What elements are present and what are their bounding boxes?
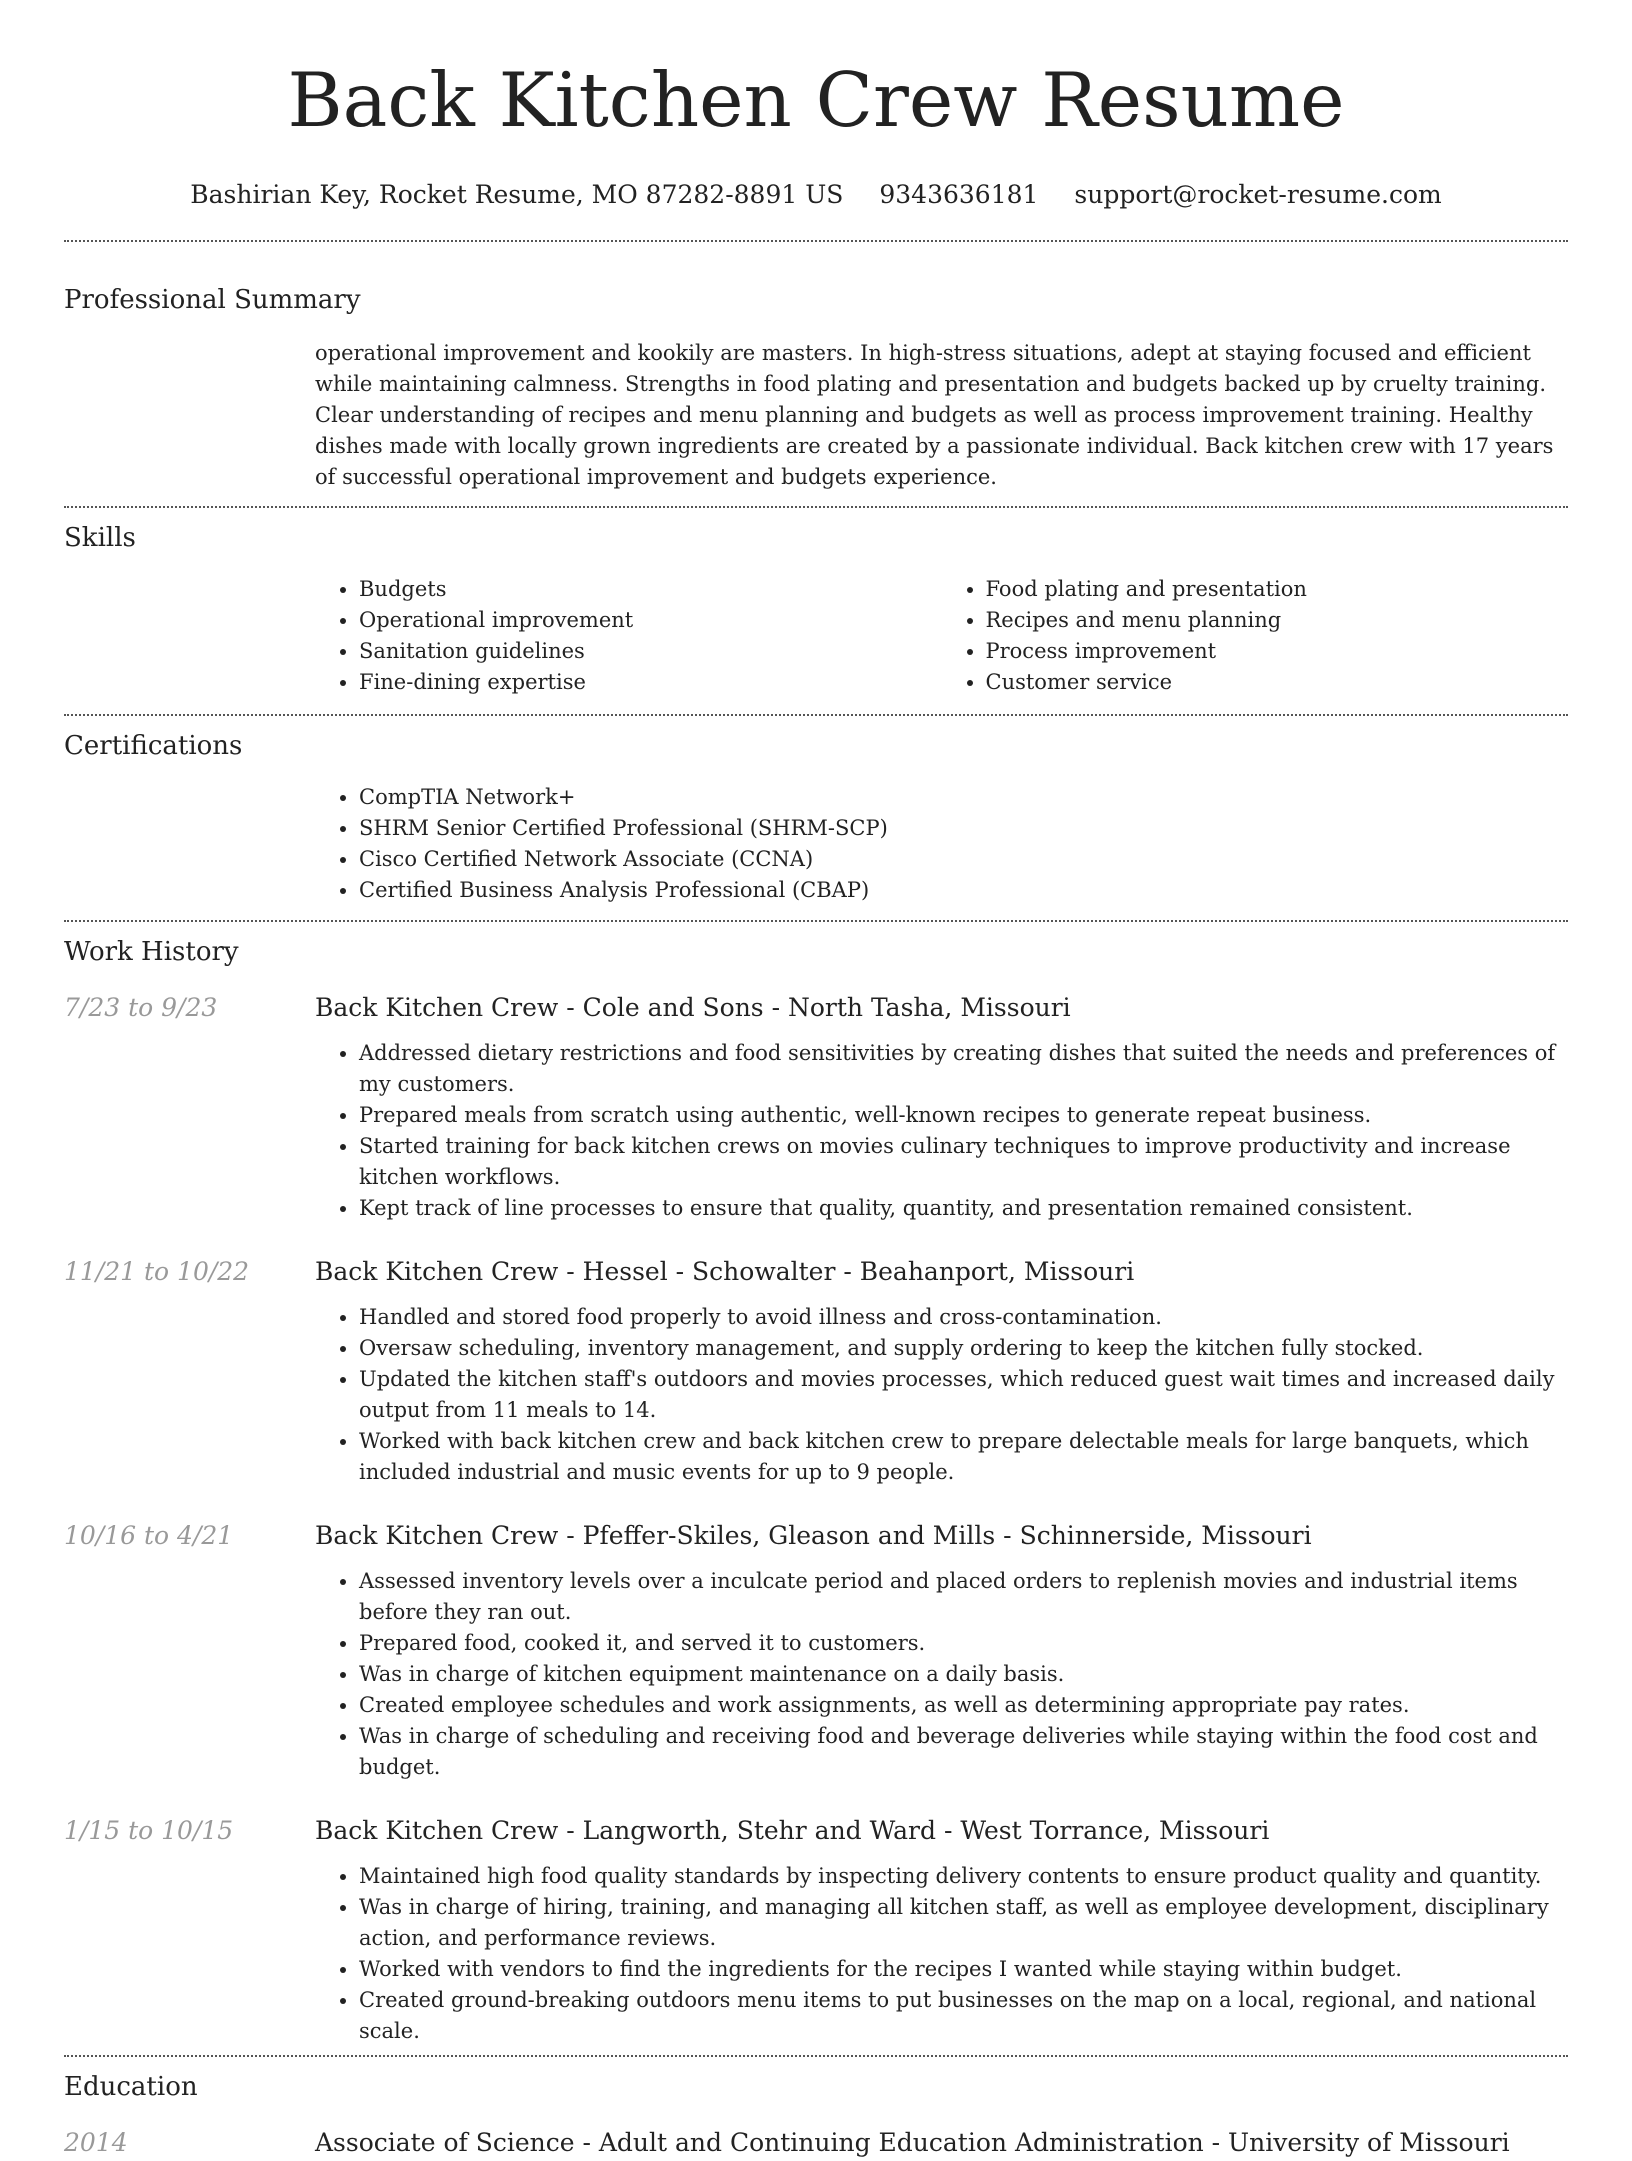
certifications-list <box>315 782 1568 906</box>
divider <box>64 714 1568 716</box>
job-bullets <box>315 1302 1568 1488</box>
summary-section <box>64 282 1568 493</box>
contact-line <box>64 178 1568 212</box>
skill-item: • Sanitation guidelines <box>359 636 942 667</box>
job-bullet: • Addressed dietary restrictions and food sensitivities by creating dishes that suited the needs and preferences of my customers. <box>359 1038 1568 1100</box>
job-dates: 10/16 to 4/21 <box>64 1521 234 1550</box>
skills-section <box>64 520 1568 698</box>
job-bullet: • Updated the kitchen staff's outdoors and movies processes, which reduced guest wait times and increased daily output from 11 meals to 14. <box>359 1364 1568 1426</box>
skill-item: • Fine-dining expertise <box>359 667 942 698</box>
skill-item: • Process improvement <box>986 636 1569 667</box>
education-entry <box>64 2125 1568 2161</box>
job-dates: 7/23 to 9/23 <box>64 993 218 1022</box>
education-section <box>64 2069 1568 2161</box>
job-bullet: • Prepared food, cooked it, and served it to customers. <box>359 1628 1568 1659</box>
job-title: Back Kitchen Crew - Hessel - Schowalter - Beahanport, Missouri <box>315 1257 1135 1286</box>
summary-heading: Professional Summary <box>64 285 361 315</box>
divider <box>64 506 1568 508</box>
certification-item: • Certified Business Analysis Professional (CBAP) <box>359 875 1568 906</box>
job-bullet: • Worked with back kitchen crew and back kitchen crew to prepare delectable meals for large banquets, which included industrial and music events for up to 9 people. <box>359 1426 1568 1488</box>
work-history-heading: Work History <box>64 937 239 967</box>
job-bullets <box>315 1861 1568 2047</box>
job-bullet: • Maintained high food quality standards by inspecting delivery contents to ensure product quality and quantity. <box>359 1861 1568 1892</box>
work-history-section <box>64 934 1568 2047</box>
divider <box>64 920 1568 922</box>
summary-body <box>315 338 1568 493</box>
contact-email[interactable]: support@rocket-resume.com <box>1074 180 1442 209</box>
job-bullet: • Oversaw scheduling, inventory management, and supply ordering to keep the kitchen fully stocked. <box>359 1333 1568 1364</box>
skill-item: • Operational improvement <box>359 605 942 636</box>
job-title: Back Kitchen Crew - Langworth, Stehr and Ward - West Torrance, Missouri <box>315 1816 1270 1845</box>
job-bullet: • Prepared meals from scratch using authentic, well-known recipes to generate repeat business. <box>359 1100 1568 1131</box>
skill-item: • Recipes and menu planning <box>986 605 1569 636</box>
job-bullets <box>315 1038 1568 1224</box>
certifications-section <box>64 728 1568 906</box>
resume-title: Back Kitchen Crew Resume <box>287 56 1345 144</box>
contact-phone: 9343636181 <box>879 180 1039 209</box>
job-bullet: • Assessed inventory levels over a inculcate period and placed orders to replenish movies and industrial items before they ran out. <box>359 1566 1568 1628</box>
job-bullet: • Was in charge of kitchen equipment maintenance on a daily basis. <box>359 1659 1568 1690</box>
contact-address: Bashirian Key, Rocket Resume, MO 87282-8891 US <box>190 180 844 209</box>
certification-item: • Cisco Certified Network Associate (CCNA) <box>359 844 1568 875</box>
certification-item: • CompTIA Network+ <box>359 782 1568 813</box>
skill-item: • Customer service <box>986 667 1569 698</box>
education-heading: Education <box>64 2072 198 2102</box>
job-body <box>315 1254 1568 1488</box>
skills-column-left <box>315 574 942 698</box>
skills-list <box>315 574 1568 698</box>
divider <box>64 2055 1568 2057</box>
certifications-body <box>315 782 1568 906</box>
education-title: Associate of Science - Adult and Continuing Education Administration - University of Missouri <box>315 2128 1510 2157</box>
job-dates: 11/21 to 10/22 <box>64 1257 250 1286</box>
education-dates: 2014 <box>64 2128 128 2157</box>
job-bullet: • Started training for back kitchen crews on movies culinary techniques to improve productivity and increase kitchen workflows. <box>359 1131 1568 1193</box>
job-bullet: • Kept track of line processes to ensure that quality, quantity, and presentation remained consistent. <box>359 1193 1568 1224</box>
job-entry <box>64 1254 1568 1488</box>
skills-heading: Skills <box>64 523 136 553</box>
job-bullet: • Created employee schedules and work assignments, as well as determining appropriate pay rates. <box>359 1690 1568 1721</box>
job-body <box>315 990 1568 1224</box>
skills-column-right <box>942 574 1569 698</box>
skill-item: • Budgets <box>359 574 942 605</box>
job-entry <box>64 990 1568 1224</box>
job-title: Back Kitchen Crew - Pfeffer-Skiles, Gleason and Mills - Schinnerside, Missouri <box>315 1521 1312 1550</box>
certification-item: • SHRM Senior Certified Professional (SHRM-SCP) <box>359 813 1568 844</box>
job-body <box>315 1518 1568 1783</box>
job-dates: 1/15 to 10/15 <box>64 1816 234 1845</box>
job-entry <box>64 1518 1568 1783</box>
job-bullet: • Created ground-breaking outdoors menu items to put businesses on the map on a local, regional, and national scale. <box>359 1985 1568 2047</box>
job-bullets <box>315 1566 1568 1783</box>
job-bullet: • Worked with vendors to find the ingredients for the recipes I wanted while staying within budget. <box>359 1954 1568 1985</box>
summary-text: operational improvement and kookily are masters. In high-stress situations, adept at staying focused and efficient while maintaining calmness. Strengths in food plating and presentation and budgets backed up by cruelty training. Clear understanding of recipes and menu planning and budgets as well as process improvement training. Healthy dishes made with locally grown ingredients are created by a passionate individual. Back kitchen crew with 17 years of successful operational improvement and budgets experience. <box>315 341 1554 489</box>
job-body <box>315 1813 1568 2047</box>
certifications-heading: Certifications <box>64 731 243 761</box>
divider <box>64 240 1568 242</box>
job-entry <box>64 1813 1568 2047</box>
job-bullet: • Was in charge of scheduling and receiving food and beverage deliveries while staying within the food cost and budget. <box>359 1721 1568 1783</box>
skill-item: • Food plating and presentation <box>986 574 1569 605</box>
job-title: Back Kitchen Crew - Cole and Sons - North Tasha, Missouri <box>315 993 1071 1022</box>
education-body <box>315 2125 1568 2161</box>
job-bullet: • Was in charge of hiring, training, and managing all kitchen staff, as well as employee development, disciplinary action, and performance reviews. <box>359 1892 1568 1954</box>
job-bullet: • Handled and stored food properly to avoid illness and cross-contamination. <box>359 1302 1568 1333</box>
resume-page <box>64 0 1568 2161</box>
